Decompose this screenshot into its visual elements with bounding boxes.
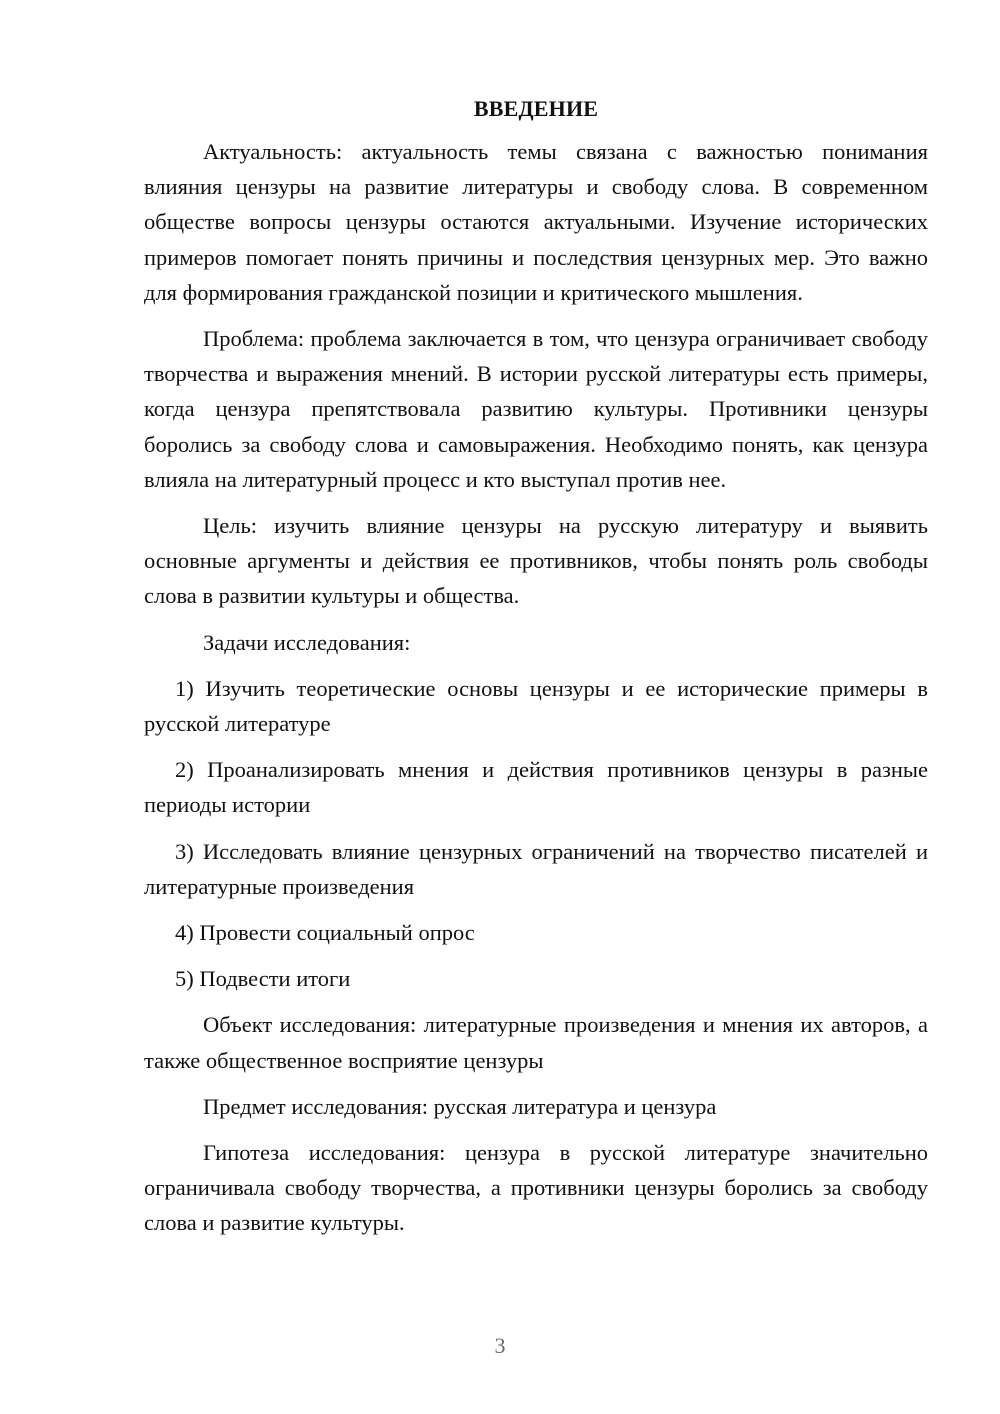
subject-paragraph: Предмет исследования: русская литература и цензура xyxy=(203,1093,717,1119)
relevance-paragraph: Актуальность: актуальность темы связана с важностью понимания влияния цензуры на развитие литературы и свободу слова. В современном обществе вопросы цензуры остаются актуальными. Изучение исторических примеров помогает понять причины и последствия цензурных мер. Это важно для формирования гражданской позиции и критического мышления. xyxy=(144,139,928,305)
list-item: 3) Исследовать влияние цензурных ограничений на творчество писателей и литературные произведения xyxy=(144,838,928,899)
page-title: ВВЕДЕНИЕ xyxy=(473,96,599,121)
object-paragraph: Объект исследования: литературные произведения и мнения их авторов, а также общественное восприятие цензуры xyxy=(144,1012,928,1073)
problem-paragraph: Проблема: проблема заключается в том, что цензура ограничивает свободу творчества и выражения мнений. В истории русской литературы есть примеры, когда цензура препятствовала развитию культуры. Противники цензуры боролись за свободу слова и самовыражения. Необходимо понять, как цензура влияла на литературный процесс и кто выступал против нее. xyxy=(144,326,928,492)
goal-paragraph: Цель: изучить влияние цензуры на русскую литературу и выявить основные аргументы и действия ее противников, чтобы понять роль свободы слова в развитии культуры и общества. xyxy=(144,513,928,609)
list-item: 5) Подвести итоги xyxy=(175,966,351,992)
document-body xyxy=(144,92,928,1241)
page-number: 3 xyxy=(494,1333,506,1358)
list-item: 4) Провести социальный опрос xyxy=(175,920,475,946)
list-item: 2) Проанализировать мнения и действия противников цензуры в разные периоды истории xyxy=(144,757,928,818)
tasks-heading: Задачи исследования: xyxy=(203,629,411,655)
list-item: 1) Изучить теоретические основы цензуры и ее исторические примеры в русской литературе xyxy=(144,675,928,737)
tasks-list xyxy=(144,671,928,997)
hypothesis-paragraph: Гипотеза исследования: цензура в русской литературе значительно ограничивала свободу творчества, а противники цензуры боролись за свободу слова и развитие культуры. xyxy=(144,1140,928,1236)
